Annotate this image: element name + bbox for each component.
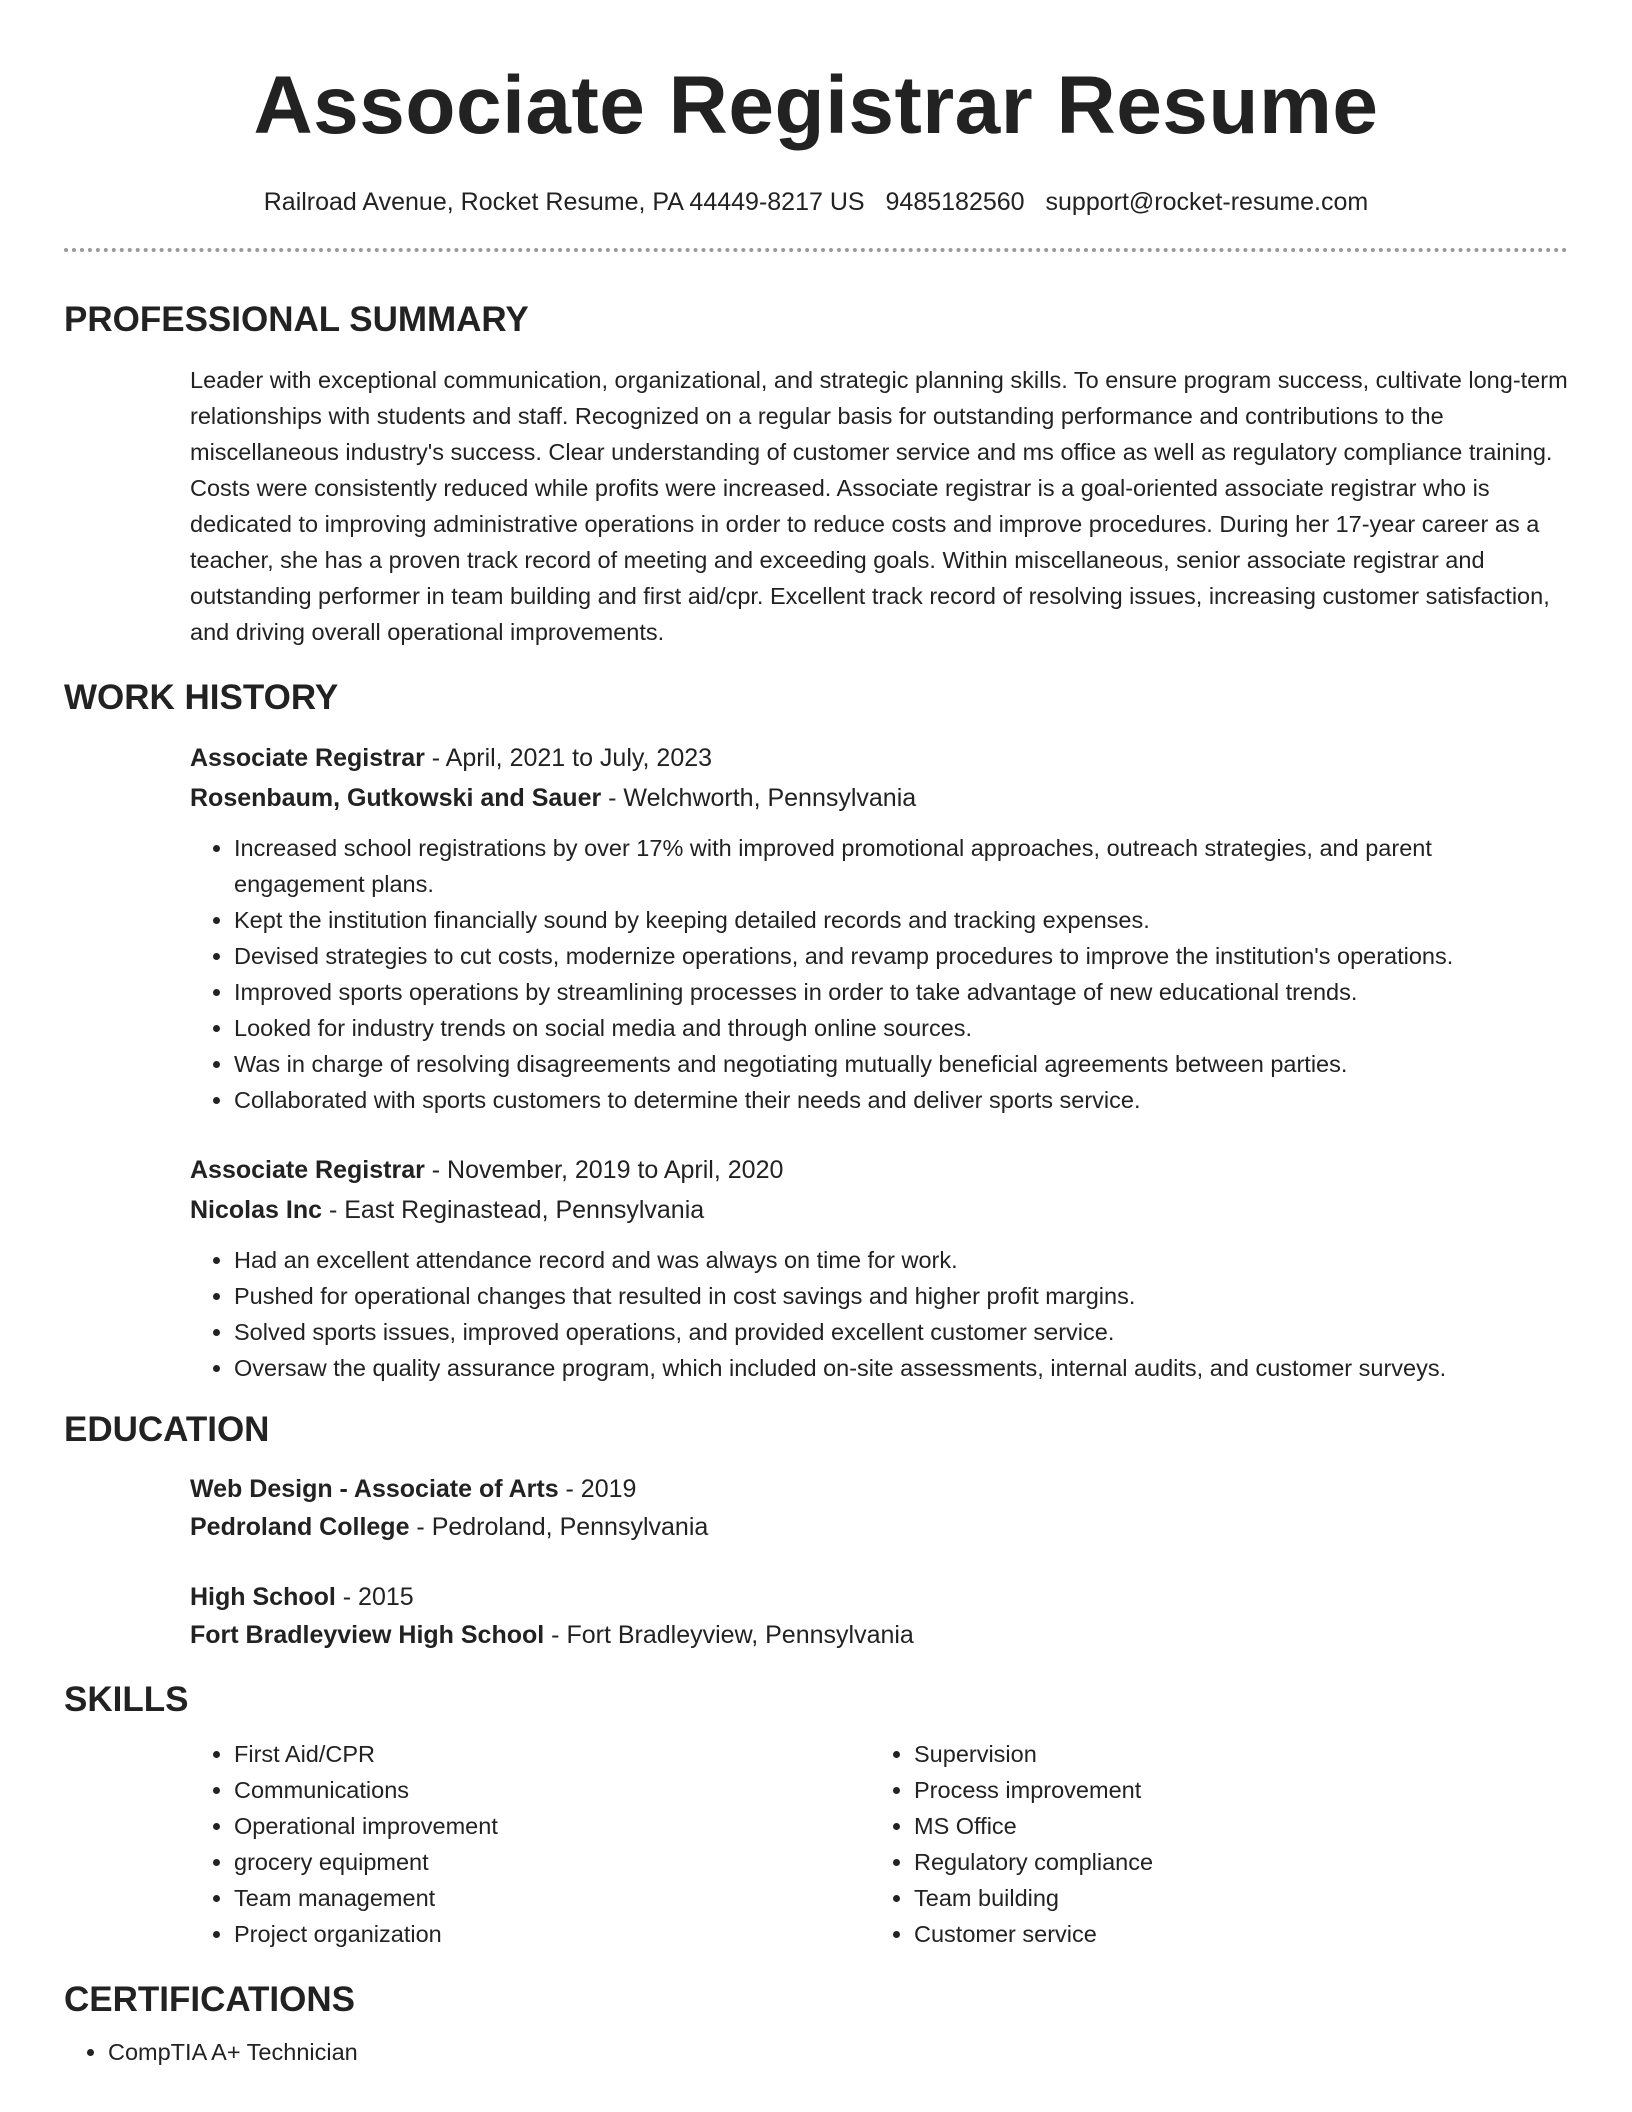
job-dates: - April, 2021 to July, 2023 <box>424 744 713 772</box>
education-location: - Fort Bradleyview, Pennsylvania <box>544 1621 914 1649</box>
certifications-heading: CERTIFICATIONS <box>64 1980 356 2019</box>
contact-email: support@rocket-resume.com <box>1045 188 1369 216</box>
list-item: • Oversaw the quality assurance program, which included on-site assessments, internal audits, and customer surveys. <box>234 1350 1568 1386</box>
list-item: • grocery equipment <box>234 1844 870 1880</box>
list-item: • Supervision <box>914 1736 1550 1772</box>
list-item: • Project organization <box>234 1916 870 1952</box>
list-item: • Had an excellent attendance record and was always on time for work. <box>234 1242 1568 1278</box>
contact-line <box>64 186 1568 218</box>
job-bullets <box>190 830 1568 1118</box>
job-title: Associate Registrar <box>190 744 425 772</box>
certifications-section <box>64 1978 1568 2070</box>
job-company-line <box>190 1190 1568 1230</box>
list-item: • Increased school registrations by over 17% with improved promotional approaches, outreach strategies, and parent engagement plans. <box>234 830 1568 902</box>
education-school-line <box>190 1508 1568 1546</box>
list-item: • Solved sports issues, improved operations, and provided excellent customer service. <box>234 1314 1568 1350</box>
list-item: • First Aid/CPR <box>234 1736 870 1772</box>
list-item: • Process improvement <box>914 1772 1550 1808</box>
job-entry <box>190 1150 1568 1386</box>
job-location: - East Reginastead, Pennsylvania <box>322 1196 705 1224</box>
education-degree-line <box>190 1470 1568 1508</box>
education-year: - 2019 <box>558 1475 637 1503</box>
education-degree-line <box>190 1578 1568 1616</box>
list-item: • Regulatory compliance <box>914 1844 1550 1880</box>
skills-columns <box>190 1736 1568 1952</box>
education-degree: High School <box>190 1583 336 1611</box>
list-item: • Collaborated with sports customers to determine their needs and deliver sports service. <box>234 1082 1568 1118</box>
education-school: Pedroland College <box>190 1513 410 1541</box>
education-entry <box>190 1470 1568 1546</box>
certifications-list <box>64 2034 1568 2070</box>
skills-list-left <box>190 1736 870 1952</box>
list-item: • CompTIA A+ Technician <box>108 2034 1568 2070</box>
summary-text: Leader with exceptional communication, organizational, and strategic planning skills. To ensure program success, cultivate long-term relationships with students and staff. Recognized on a regular basis for outstanding performance and contributions to the miscellaneous industry's success. Clear understanding of customer service and ms office as well as regulatory compliance training. Costs were consistently reduced while profits were increased. Associate registrar is a goal-oriented associate registrar who is dedicated to improving administrative operations in order to reduce costs and improve procedures. During her 17-year career as a teacher, she has a proven track record of meeting and exceeding goals. Within miscellaneous, senior associate registrar and outstanding performer in team building and first aid/cpr. Excellent track record of resolving issues, increasing customer satisfaction, and driving overall operational improvements. <box>190 367 1568 645</box>
job-bullets <box>190 1242 1568 1386</box>
skills-section <box>64 1678 1568 1952</box>
education-school: Fort Bradleyview High School <box>190 1621 545 1649</box>
list-item: • Team building <box>914 1880 1550 1916</box>
contact-address: Railroad Avenue, Rocket Resume, PA 44449-8217 US <box>263 188 865 216</box>
education-section <box>64 1408 1568 1654</box>
education-year: - 2015 <box>335 1583 414 1611</box>
list-item: • Customer service <box>914 1916 1550 1952</box>
job-dates: - November, 2019 to April, 2020 <box>424 1156 784 1184</box>
job-title-line <box>190 738 1568 778</box>
header-divider <box>64 248 1568 252</box>
resume-title: Associate Registrar Resume <box>253 60 1379 151</box>
work-section <box>64 676 1568 1386</box>
list-item: • Looked for industry trends on social media and through online sources. <box>234 1010 1568 1046</box>
list-item: • Kept the institution financially sound by keeping detailed records and tracking expenses. <box>234 902 1568 938</box>
job-location: - Welchworth, Pennsylvania <box>601 784 917 812</box>
job-title-line <box>190 1150 1568 1190</box>
job-title: Associate Registrar <box>190 1156 425 1184</box>
education-degree: Web Design - Associate of Arts <box>190 1475 559 1503</box>
list-item: • Devised strategies to cut costs, modernize operations, and revamp procedures to improve the institution's operations. <box>234 938 1568 974</box>
education-heading: EDUCATION <box>64 1410 270 1449</box>
list-item: • Team management <box>234 1880 870 1916</box>
list-item: • Was in charge of resolving disagreements and negotiating mutually beneficial agreements between parties. <box>234 1046 1568 1082</box>
skills-heading: SKILLS <box>64 1680 189 1719</box>
job-company: Rosenbaum, Gutkowski and Sauer <box>190 784 602 812</box>
work-heading: WORK HISTORY <box>64 678 339 717</box>
education-location: - Pedroland, Pennsylvania <box>409 1513 709 1541</box>
list-item: • MS Office <box>914 1808 1550 1844</box>
job-company: Nicolas Inc <box>190 1196 322 1224</box>
contact-phone: 9485182560 <box>885 188 1025 216</box>
list-item: • Operational improvement <box>234 1808 870 1844</box>
summary-heading: PROFESSIONAL SUMMARY <box>64 300 529 339</box>
education-school-line <box>190 1616 1568 1654</box>
skills-list-right <box>870 1736 1550 1952</box>
list-item: • Pushed for operational changes that resulted in cost savings and higher profit margins. <box>234 1278 1568 1314</box>
job-company-line <box>190 778 1568 818</box>
education-entry <box>190 1578 1568 1654</box>
list-item: • Communications <box>234 1772 870 1808</box>
list-item: • Improved sports operations by streamlining processes in order to take advantage of new educational trends. <box>234 974 1568 1010</box>
summary-section <box>64 298 1568 650</box>
job-entry <box>190 738 1568 1118</box>
